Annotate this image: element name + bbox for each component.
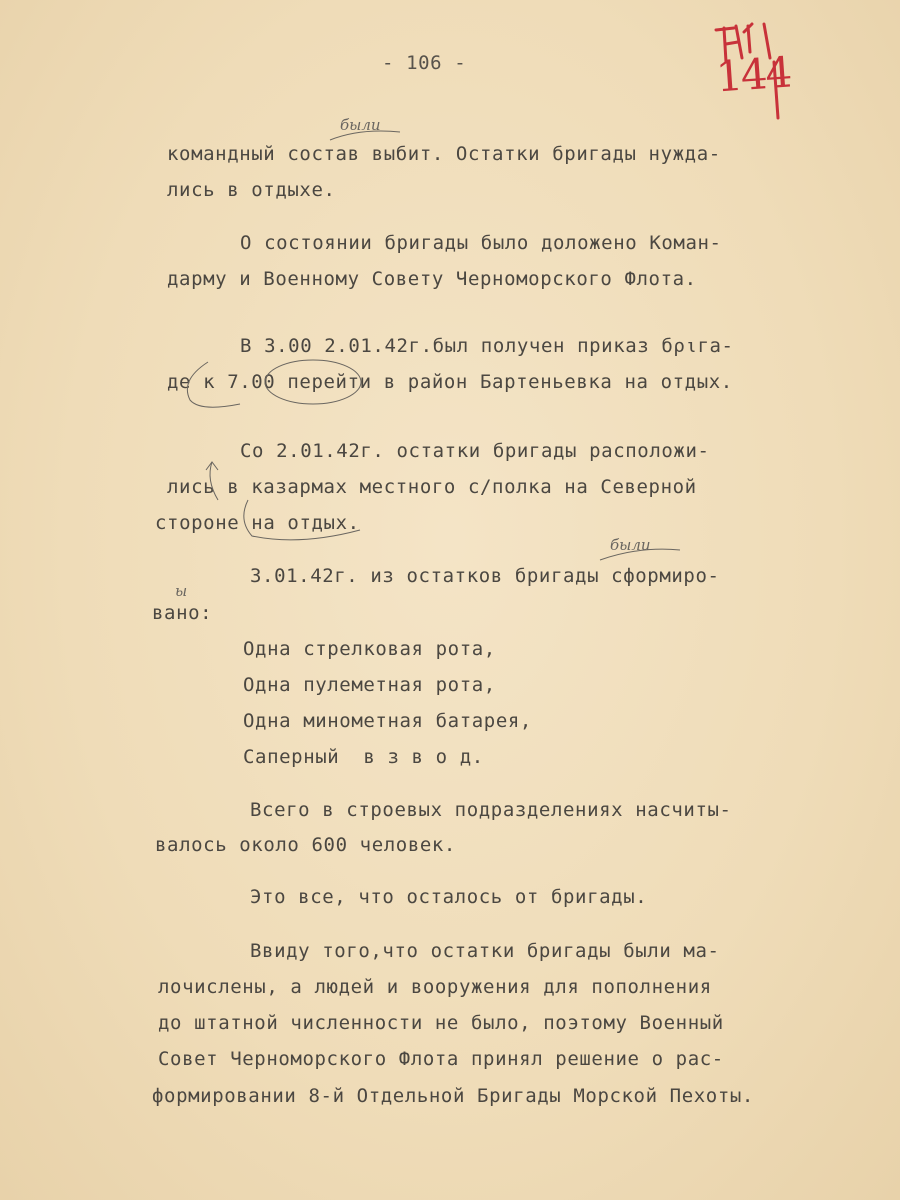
text-line-10: 3.01.42г. из остатков бригады сформиро-	[250, 565, 720, 587]
handwritten-correction-2: были	[610, 536, 651, 554]
list-item-1: Одна стрелковая рота,	[243, 638, 496, 660]
text-line-4: дарму и Военному Совету Черноморского Флота.	[167, 268, 697, 290]
text-line-9: стороне на отдых.	[155, 512, 360, 534]
page-number: - 106 -	[382, 52, 467, 74]
text-line-19: формировании 8-й Отдельной Бригады Морской Пехоты.	[152, 1085, 754, 1107]
handwritten-correction-1: были	[340, 116, 381, 134]
text-line-3: О состоянии бригады было доложено Коман-	[240, 232, 722, 254]
text-line-8: лись в казармах местного с/полка на Северной	[167, 476, 697, 498]
list-item-4: Саперный в з в о д.	[243, 746, 484, 768]
list-item-3: Одна минометная батарея,	[243, 710, 532, 732]
text-line-1: командный состав выбит. Остатки бригады нужда-	[167, 143, 721, 165]
text-line-13: валось около 600 человек.	[155, 834, 456, 856]
folio-number: 144	[714, 47, 792, 102]
text-line-2: лись в отдыхе.	[167, 179, 336, 201]
list-item-2: Одна пулеметная рота,	[243, 674, 496, 696]
text-line-11: вано:	[152, 602, 213, 624]
text-line-5: В 3.00 2.01.42г.был получен приказ бριга-	[240, 335, 734, 357]
text-line-12: Всего в строевых подразделениях насчиты-	[250, 799, 732, 821]
text-line-15: Ввиду того,что остатки бригады были ма-	[250, 940, 720, 962]
text-line-7: Со 2.01.42г. остатки бригады расположи-	[240, 440, 710, 462]
text-line-14: Это все, что осталось от бригады.	[250, 886, 648, 908]
text-line-17: до штатной численности не было, поэтому Военный	[158, 1012, 724, 1034]
text-line-18: Совет Черноморского Флота принял решение о рас-	[158, 1048, 724, 1070]
text-line-6: де к 7.00 перейти в район Бартеньевка на отдых.	[167, 371, 733, 393]
text-line-16: лочислены, а людей и вооружения для пополнения	[158, 976, 712, 998]
handwritten-correction-3: ы	[175, 582, 188, 600]
